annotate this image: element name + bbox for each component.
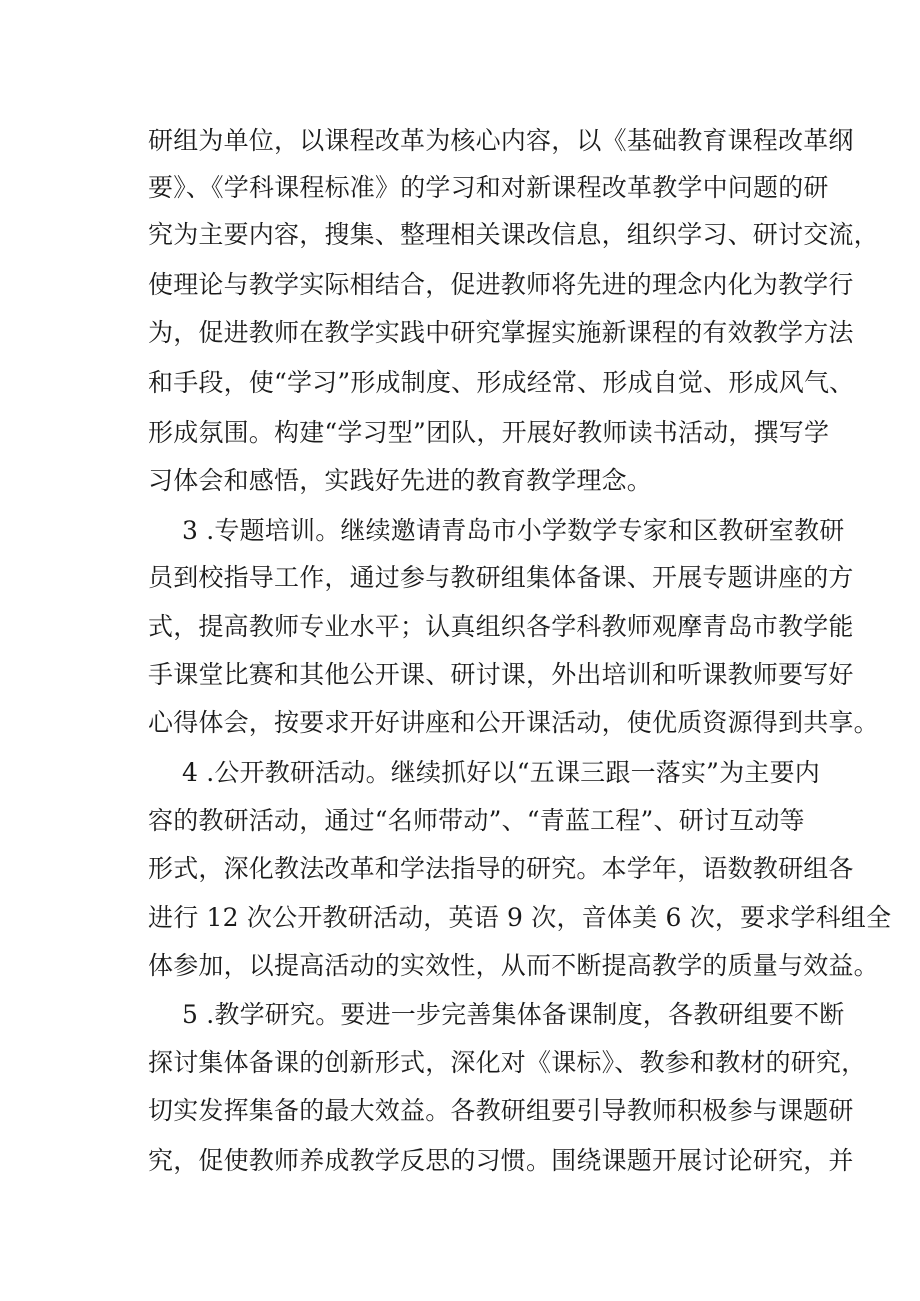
paragraph-line: 要》、《学科课程标准》的学习和对新课程改革教学中问题的研 [148,173,829,202]
paragraph-line: 为，促进教师在教学实践中研究掌握实施新课程的有效教学方法 [148,318,854,347]
section-heading-line: 5 .教学研究。要进一步完善集体备课制度，各教研组要不断 [182,1000,845,1029]
paragraph-line: 究，促使教师养成教学反思的习惯。围绕课题开展讨论研究，并 [148,1146,854,1175]
section-heading-line: 4 .公开教研活动。继续抓好以“五课三跟一落实”为主要内 [182,758,820,787]
paragraph-line: 员到校指导工作，通过参与教研组集体备课、开展专题讲座的方 [148,563,854,592]
paragraph-line: 形式，深化教法改革和学法指导的研究。本学年，语数教研组各 [148,854,854,883]
paragraph-line: 和手段，使“学习”形成制度、形成经常、形成自觉、形成风气、 [148,368,855,397]
section-heading-line: 3 .专题培训。继续邀请青岛市小学数学专家和区教研室教研 [182,516,845,545]
paragraph-line: 习体会和感悟，实践好先进的教育教学理念。 [148,466,653,495]
paragraph-line: 形成氛围。构建“学习型”团队，开展好教师读书活动，撰写学 [148,418,830,447]
paragraph-line: 手课堂比赛和其他公开课、研讨课，外出培训和听课教师要写好 [148,660,854,689]
paragraph-line: 式，提高教师专业水平；认真组织各学科教师观摩青岛市教学能 [148,612,854,641]
paragraph-line: 究为主要内容，搜集、整理相关课改信息，组织学习、研讨交流， [148,220,879,249]
paragraph-line: 研组为单位，以课程改革为核心内容，以《基础教育课程改革纲 [148,126,854,155]
paragraph-line: 体参加，以提高活动的实效性，从而不断提高教学的质量与效益。 [148,951,879,980]
paragraph-line: 心得体会，按要求开好讲座和公开课活动，使优质资源得到共享。 [148,708,879,737]
paragraph-line: 使理论与教学实际相结合，促进教师将先进的理念内化为教学行 [148,270,854,299]
paragraph-line: 探讨集体备课的创新形式，深化对《课标》、教参和教材的研究， [148,1048,867,1077]
paragraph-line: 容的教研活动，通过“名师带动”、“青蓝工程”、研讨互动等 [148,806,805,835]
paragraph-line: 切实发挥集备的最大效益。各教研组要引导教师积极参与课题研 [148,1096,854,1125]
paragraph-line: 进行 12 次公开教研活动，英语 9 次，音体美 6 次，要求学科组全 [148,903,892,932]
